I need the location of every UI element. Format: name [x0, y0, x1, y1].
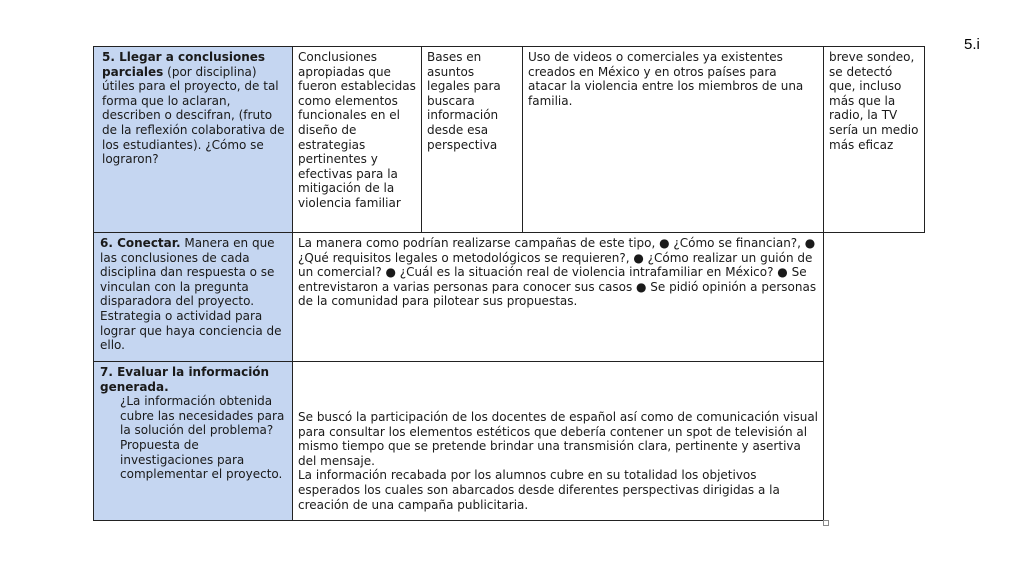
step-5-title: 5. Llegar a conclusiones parciales [102, 50, 266, 79]
step-5-videos-cell [522, 46, 824, 233]
slide-number: 5.i [964, 36, 980, 53]
step-5-videos-text: Uso de videos o comerciales ya existentes creados en México y en otros países para atacar la violencia entre los miembros de una familia. [528, 50, 804, 108]
step-6-title: 6. Conectar. [100, 236, 181, 250]
step-7-cell [93, 361, 293, 521]
step-5-conclusions-text: Conclusiones apropiadas que fueron establecidas como elementos funcionales en el diseño de estrategias pertinentes y efectivas para la mitigación de la violencia familiar [298, 50, 416, 210]
step-7-content-cell [292, 361, 824, 521]
step-7-proposal: Propuesta de investigaciones para complementar el proyecto. [120, 437, 283, 482]
step-5-survey-text: breve sondeo, se detectó que, incluso más que la radio, la TV sería un medio más eficaz [829, 50, 919, 152]
step-5-survey-cell [823, 46, 925, 233]
step-5-cell [93, 46, 293, 233]
step-5-legal-text: Bases en asuntos legales para buscara información desde esa perspectiva [427, 50, 501, 152]
step-6-content-text: La manera como podrían realizarse campañas de este tipo, ● ¿Cómo se financian?, ● ¿Qué requisitos legales o metodológicos se requieren?, ● ¿Cómo realizar un guión de un comercial? ● ¿Cuál es la situación real de violencia intrafamiliar en México? ● Se entrevistaron a varias personas para conocer sus casos ● Se pidió opinión a personas de la comunidad para pilotear sus propuestas. [298, 236, 817, 309]
step-6-description: Manera en que las conclusiones de cada disciplina dan respuesta o se vinculan con la pregunta disparadora del proyecto. Estrategia o actividad para lograr que haya conciencia de ello. [100, 236, 282, 353]
step-7-question: ¿La información obtenida cubre las necesidades para la solución del problema? [120, 394, 285, 438]
step-7-title: 7. Evaluar la información generada. [100, 365, 270, 394]
step-6-content-cell [292, 232, 824, 362]
step-6-cell [93, 232, 293, 362]
step-5-description: (por disciplina) útiles para el proyecto, de tal forma que lo aclaran, describen o descifran, (fruto de la reflexión colaborativa de los estudiantes). ¿Cómo se lograron? [102, 64, 285, 167]
step-5-conclusions-cell [292, 46, 422, 233]
step-5-legal-cell [421, 46, 523, 233]
step-7-content-paragraph-1: Se buscó la participación de los docentes de español así como de comunicación visual para consultar los elementos estéticos que debería contener un spot de televisión al mismo tiempo que se pretende brindar una transmisión clara, pertinente y asertiva del mensaje. [298, 410, 819, 468]
table-resize-handle[interactable] [823, 520, 829, 526]
step-7-content-paragraph-2: La información recabada por los alumnos cubre en su totalidad los objetivos esperados los cuales son abarcados desde diferentes perspectivas dirigidas a la creación de una campaña publicitaria. [298, 468, 780, 512]
